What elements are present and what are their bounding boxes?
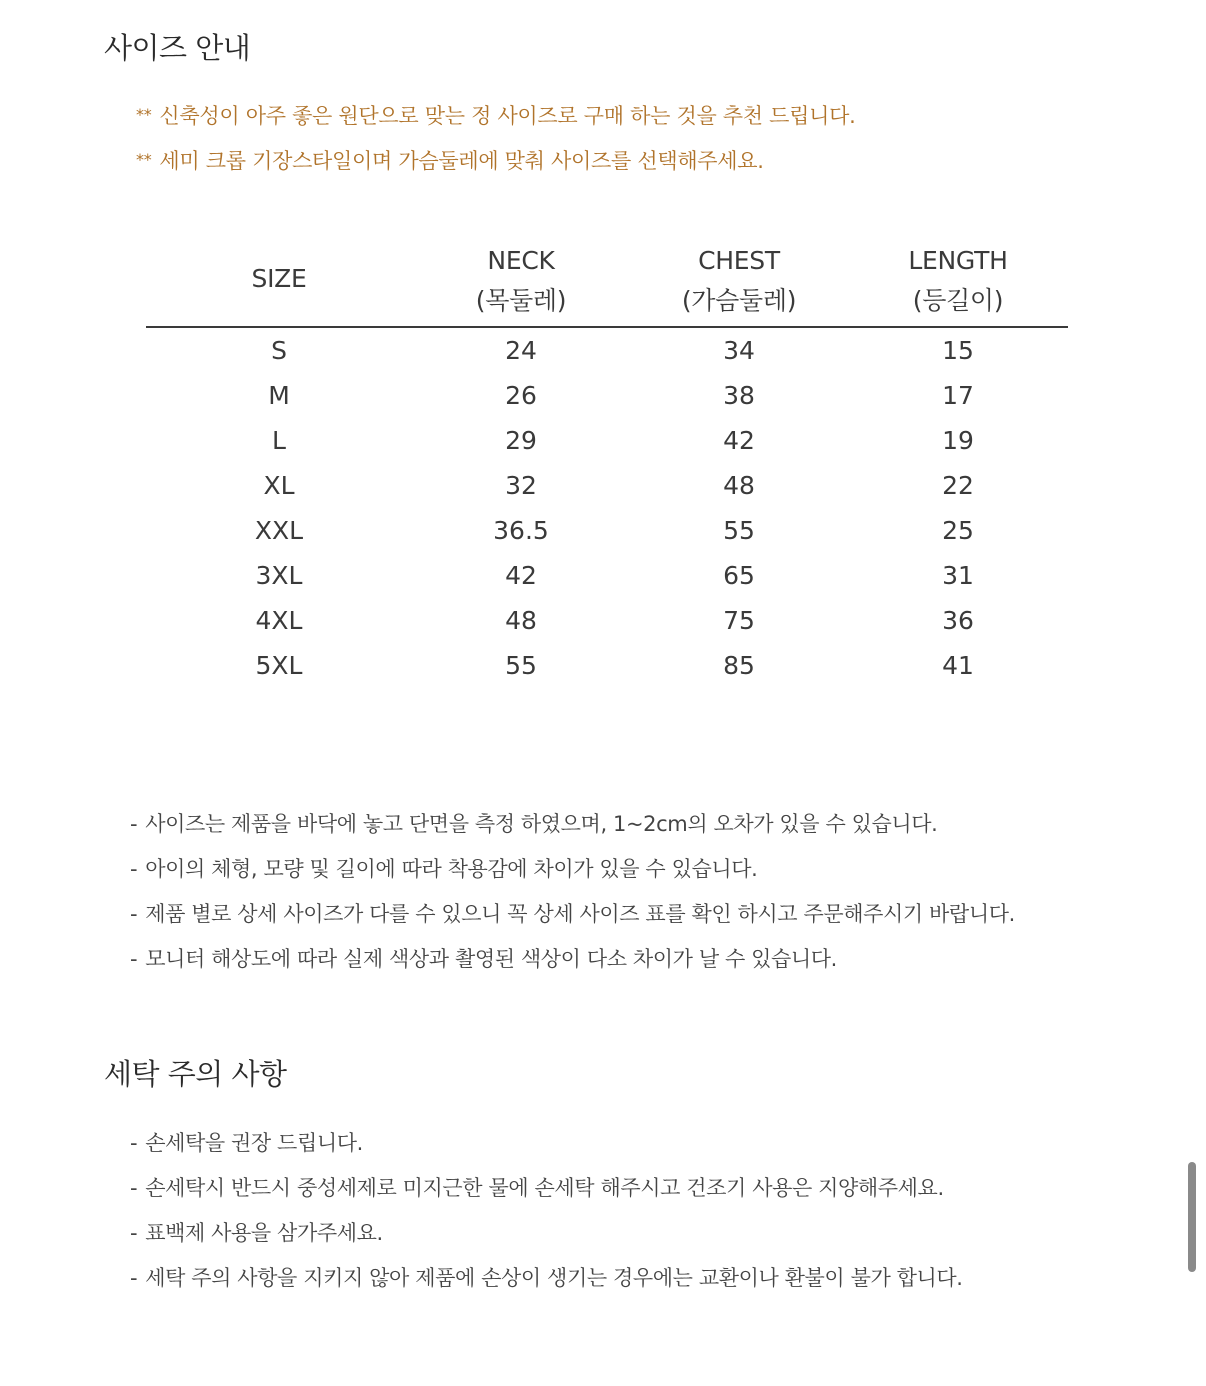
header-neck-label: NECK [487, 246, 555, 275]
list-item-text: 세탁 주의 사항을 지키지 않아 제품에 손상이 생기는 경우에는 교환이나 환불이 불가 합니다. [145, 1266, 963, 1290]
header-size-label: SIZE [251, 264, 307, 293]
header-length-sub: (등길이) [912, 286, 1004, 315]
cell-chest: 85 [723, 651, 755, 680]
cell-chest: 75 [723, 606, 755, 635]
header-length-label: LENGTH [908, 246, 1008, 275]
cell-neck: 48 [505, 606, 537, 635]
list-dash: - [130, 812, 138, 836]
cell-neck: 32 [505, 471, 537, 500]
notice-marker: ** [136, 150, 152, 169]
size-table-header-row [146, 236, 1068, 327]
cell-chest: 48 [723, 471, 755, 500]
list-item-text: 손세탁시 반드시 중성세제로 미지근한 물에 손세탁 해주시고 건조기 사용은 지양해주세요. [145, 1176, 944, 1200]
scrollbar-thumb[interactable] [1188, 1162, 1196, 1272]
size-table-wrapper [146, 236, 1068, 688]
list-item [130, 847, 1015, 892]
cell-length: 19 [942, 426, 974, 455]
list-dash: - [130, 857, 138, 881]
table-row [146, 598, 1068, 643]
cell-size: 4XL [255, 606, 303, 635]
cell-neck: 55 [505, 651, 537, 680]
list-dash: - [130, 1176, 138, 1200]
table-row [146, 508, 1068, 553]
size-table [146, 236, 1068, 688]
cell-chest: 42 [723, 426, 755, 455]
cell-length: 31 [942, 561, 974, 590]
header-neck [412, 236, 630, 327]
size-notice-2 [136, 145, 764, 175]
header-neck-sub: (목둘레) [475, 286, 567, 315]
cell-length: 15 [942, 336, 974, 365]
cell-length: 36 [942, 606, 974, 635]
list-item-text: 아이의 체형, 모량 및 길이에 따라 착용감에 차이가 있을 수 있습니다. [145, 857, 758, 881]
cell-length: 25 [942, 516, 974, 545]
list-item [130, 1211, 963, 1256]
list-item [130, 1166, 963, 1211]
list-dash: - [130, 1221, 138, 1245]
list-item-text: 제품 별로 상세 사이즈가 다를 수 있으니 꼭 상세 사이즈 표를 확인 하시고 주문해주시기 바랍니다. [145, 902, 1015, 926]
header-chest [630, 236, 848, 327]
table-row [146, 418, 1068, 463]
list-item [130, 937, 1015, 982]
care-title: 세탁 주의 사항 [104, 1057, 287, 1091]
list-item-text: 모니터 해상도에 따라 실제 색상과 촬영된 색상이 다소 차이가 날 수 있습니다. [145, 947, 837, 971]
cell-size: M [268, 381, 290, 410]
cell-length: 41 [942, 651, 974, 680]
cell-neck: 26 [505, 381, 537, 410]
cell-size: 3XL [255, 561, 303, 590]
cell-size: S [271, 336, 287, 365]
cell-chest: 65 [723, 561, 755, 590]
list-item [130, 1256, 963, 1301]
header-chest-label: CHEST [698, 246, 780, 275]
cell-chest: 34 [723, 336, 755, 365]
cell-length: 22 [942, 471, 974, 500]
list-dash: - [130, 1131, 138, 1155]
notice-text: 세미 크롭 기장스타일이며 가슴둘레에 맞춰 사이즈를 선택해주세요. [159, 149, 764, 173]
list-dash: - [130, 902, 138, 926]
cell-size: 5XL [255, 651, 303, 680]
cell-neck: 36.5 [493, 516, 549, 545]
header-length [848, 236, 1068, 327]
table-row [146, 327, 1068, 373]
list-item [130, 802, 1015, 847]
care-notes-list [130, 1121, 963, 1301]
list-dash: - [130, 947, 138, 971]
list-item-text: 표백제 사용을 삼가주세요. [145, 1221, 383, 1245]
cell-size: L [272, 426, 286, 455]
header-size [146, 236, 412, 327]
cell-neck: 29 [505, 426, 537, 455]
cell-size: XXL [254, 516, 304, 545]
table-row [146, 373, 1068, 418]
cell-length: 17 [942, 381, 974, 410]
list-item-text: 손세탁을 권장 드립니다. [145, 1131, 363, 1155]
table-row [146, 643, 1068, 688]
list-item [130, 892, 1015, 937]
header-chest-sub: (가슴둘레) [681, 286, 797, 315]
cell-size: XL [263, 471, 295, 500]
table-row [146, 553, 1068, 598]
table-row [146, 463, 1068, 508]
size-notes-list [130, 802, 1015, 982]
cell-chest: 55 [723, 516, 755, 545]
notice-text: 신축성이 아주 좋은 원단으로 맞는 정 사이즈로 구매 하는 것을 추천 드립니다. [159, 104, 856, 128]
size-guide-title: 사이즈 안내 [104, 31, 251, 65]
cell-neck: 42 [505, 561, 537, 590]
list-item-text: 사이즈는 제품을 바닥에 놓고 단면을 측정 하였으며, 1~2cm의 오차가 있을 수 있습니다. [145, 812, 938, 836]
notice-marker: ** [136, 105, 152, 124]
list-item [130, 1121, 963, 1166]
size-notice-1 [136, 100, 855, 130]
cell-chest: 38 [723, 381, 755, 410]
cell-neck: 24 [505, 336, 537, 365]
list-dash: - [130, 1266, 138, 1290]
size-table-body [146, 327, 1068, 688]
